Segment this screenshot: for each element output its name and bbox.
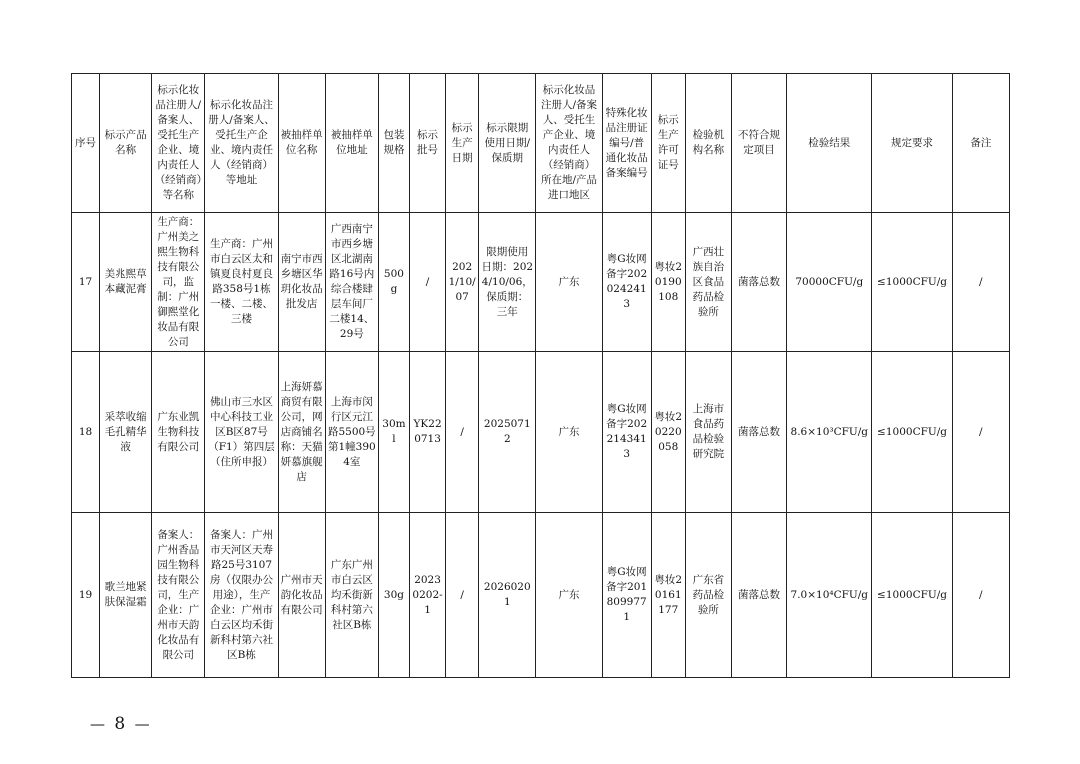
sampled-address: 上海市闵行区元江路5500号第1幢3904室 [325,352,378,513]
product-name: 采萃收缩毛孔精华液 [100,352,152,513]
lab-name: 上海市食品药品检验研究院 [685,352,731,513]
page-number [90,714,152,734]
table-row [72,352,1010,513]
sampled-unit: 广州市天韵化妆品有限公司 [278,513,325,678]
table-header-row [72,74,1010,213]
inspection-results-table [71,73,1010,678]
row-number: 17 [72,213,100,352]
failed-item: 菌落总数 [731,513,786,678]
row-number: 18 [72,352,100,513]
header-cell: 标示限期使用日期/保质期 [479,74,536,213]
header-cell: 特殊化妆品注册证编号/普通化妆品备案编号 [602,74,651,213]
region: 广东 [536,213,602,352]
company-address: 备案人：广州市天河区天寿路25号3107房（仅限办公用途），生产企业：广州市白云区均禾街新科村第六社区B栋 [205,513,278,678]
page-number-value: 8 [114,714,128,734]
remark: / [952,352,1009,513]
header-cell: 标示生产许可证号 [651,74,685,213]
production-date: / [446,352,479,513]
row-number: 19 [72,513,100,678]
production-date: 2021/10/07 [446,213,479,352]
sampled-unit: 南宁市西乡塘区华玥化妆品批发店 [278,213,325,352]
header-cell: 包装规格 [378,74,409,213]
header-cell: 备注 [952,74,1009,213]
registration-number: 粤G妆网备字2018099771 [602,513,651,678]
header-cell: 序号 [72,74,100,213]
header-cell: 检验机构名称 [685,74,731,213]
expiry-date: 20260201 [479,513,536,678]
lab-name: 广西壮族自治区食品药品检验所 [685,213,731,352]
license-number: 粤妆20161177 [651,513,685,678]
header-cell: 被抽样单位地址 [325,74,378,213]
region: 广东 [536,513,602,678]
header-cell: 规定要求 [872,74,952,213]
requirement: ≤1000CFU/g [872,352,952,513]
batch-number: 20230202-1 [410,513,446,678]
requirement: ≤1000CFU/g [872,213,952,352]
package-spec: 30g [378,513,409,678]
sampled-address: 广西南宁市西乡塘区北湖南路16号内综合楼肆层车间厂二楼14、29号 [325,213,378,352]
test-result: 70000CFU/g [787,213,872,352]
header-cell: 不符合规定项目 [731,74,786,213]
company-name: 备案人：广州香品园生物科技有限公司，生产企业：广州市天韵化妆品有限公司 [152,513,205,678]
registration-number: 粤G妆网备字2022143413 [602,352,651,513]
header-cell: 标示产品名称 [100,74,152,213]
license-number: 粤妆20220058 [651,352,685,513]
sampled-unit: 上海妍慕商贸有限公司，网店商铺名称：天猫妍慕旗舰店 [278,352,325,513]
header-cell: 标示化妆品注册人/备案人、受托生产企业、境内责任人（经销商）等地址 [205,74,278,213]
header-cell: 标示批号 [410,74,446,213]
header-cell: 标示化妆品注册人/备案人、受托生产企业、境内责任人（经销商）所在地/产品进口地区 [536,74,602,213]
product-name: 美兆熙草本藏泥膏 [100,213,152,352]
license-number: 粤妆20190108 [651,213,685,352]
company-name: 生产商：广州美之熙生物科技有限公司，监制：广州御熙堂化妆品有限公司 [152,213,205,352]
region: 广东 [536,352,602,513]
test-result: 7.0×10⁴CFU/g [787,513,872,678]
header-cell: 被抽样单位名称 [278,74,325,213]
company-address: 生产商：广州市白云区太和镇夏良村夏良路358号1栋一楼、二楼、三楼 [205,213,278,352]
expiry-date: 限期使用日期：2024/10/06，保质期：三年 [479,213,536,352]
company-address: 佛山市三水区中心科技工业区B区87号（F1）第四层（住所申报） [205,352,278,513]
remark: / [952,213,1009,352]
table-row [72,213,1010,352]
company-name: 广东业凯生物科技有限公司 [152,352,205,513]
header-cell: 检验结果 [787,74,872,213]
page-dash-right: — [134,715,152,733]
header-cell: 标示生产日期 [446,74,479,213]
failed-item: 菌落总数 [731,213,786,352]
product-name: 歌兰地紧肤保湿霜 [100,513,152,678]
header-cell: 标示化妆品注册人/备案人、受托生产企业、境内责任人（经销商）等名称 [152,74,205,213]
test-result: 8.6×10³CFU/g [787,352,872,513]
failed-item: 菌落总数 [731,352,786,513]
table-row [72,513,1010,678]
batch-number: / [410,213,446,352]
production-date: / [446,513,479,678]
lab-name: 广东省药品检验所 [685,513,731,678]
package-spec: 500g [378,213,409,352]
requirement: ≤1000CFU/g [872,513,952,678]
registration-number: 粤G妆网备字2020242413 [602,213,651,352]
expiry-date: 20250712 [479,352,536,513]
page-dash-left: — [90,715,107,733]
package-spec: 30ml [378,352,409,513]
sampled-address: 广东广州市白云区均禾街新科村第六社区B栋 [325,513,378,678]
remark: / [952,513,1009,678]
batch-number: YK220713 [410,352,446,513]
